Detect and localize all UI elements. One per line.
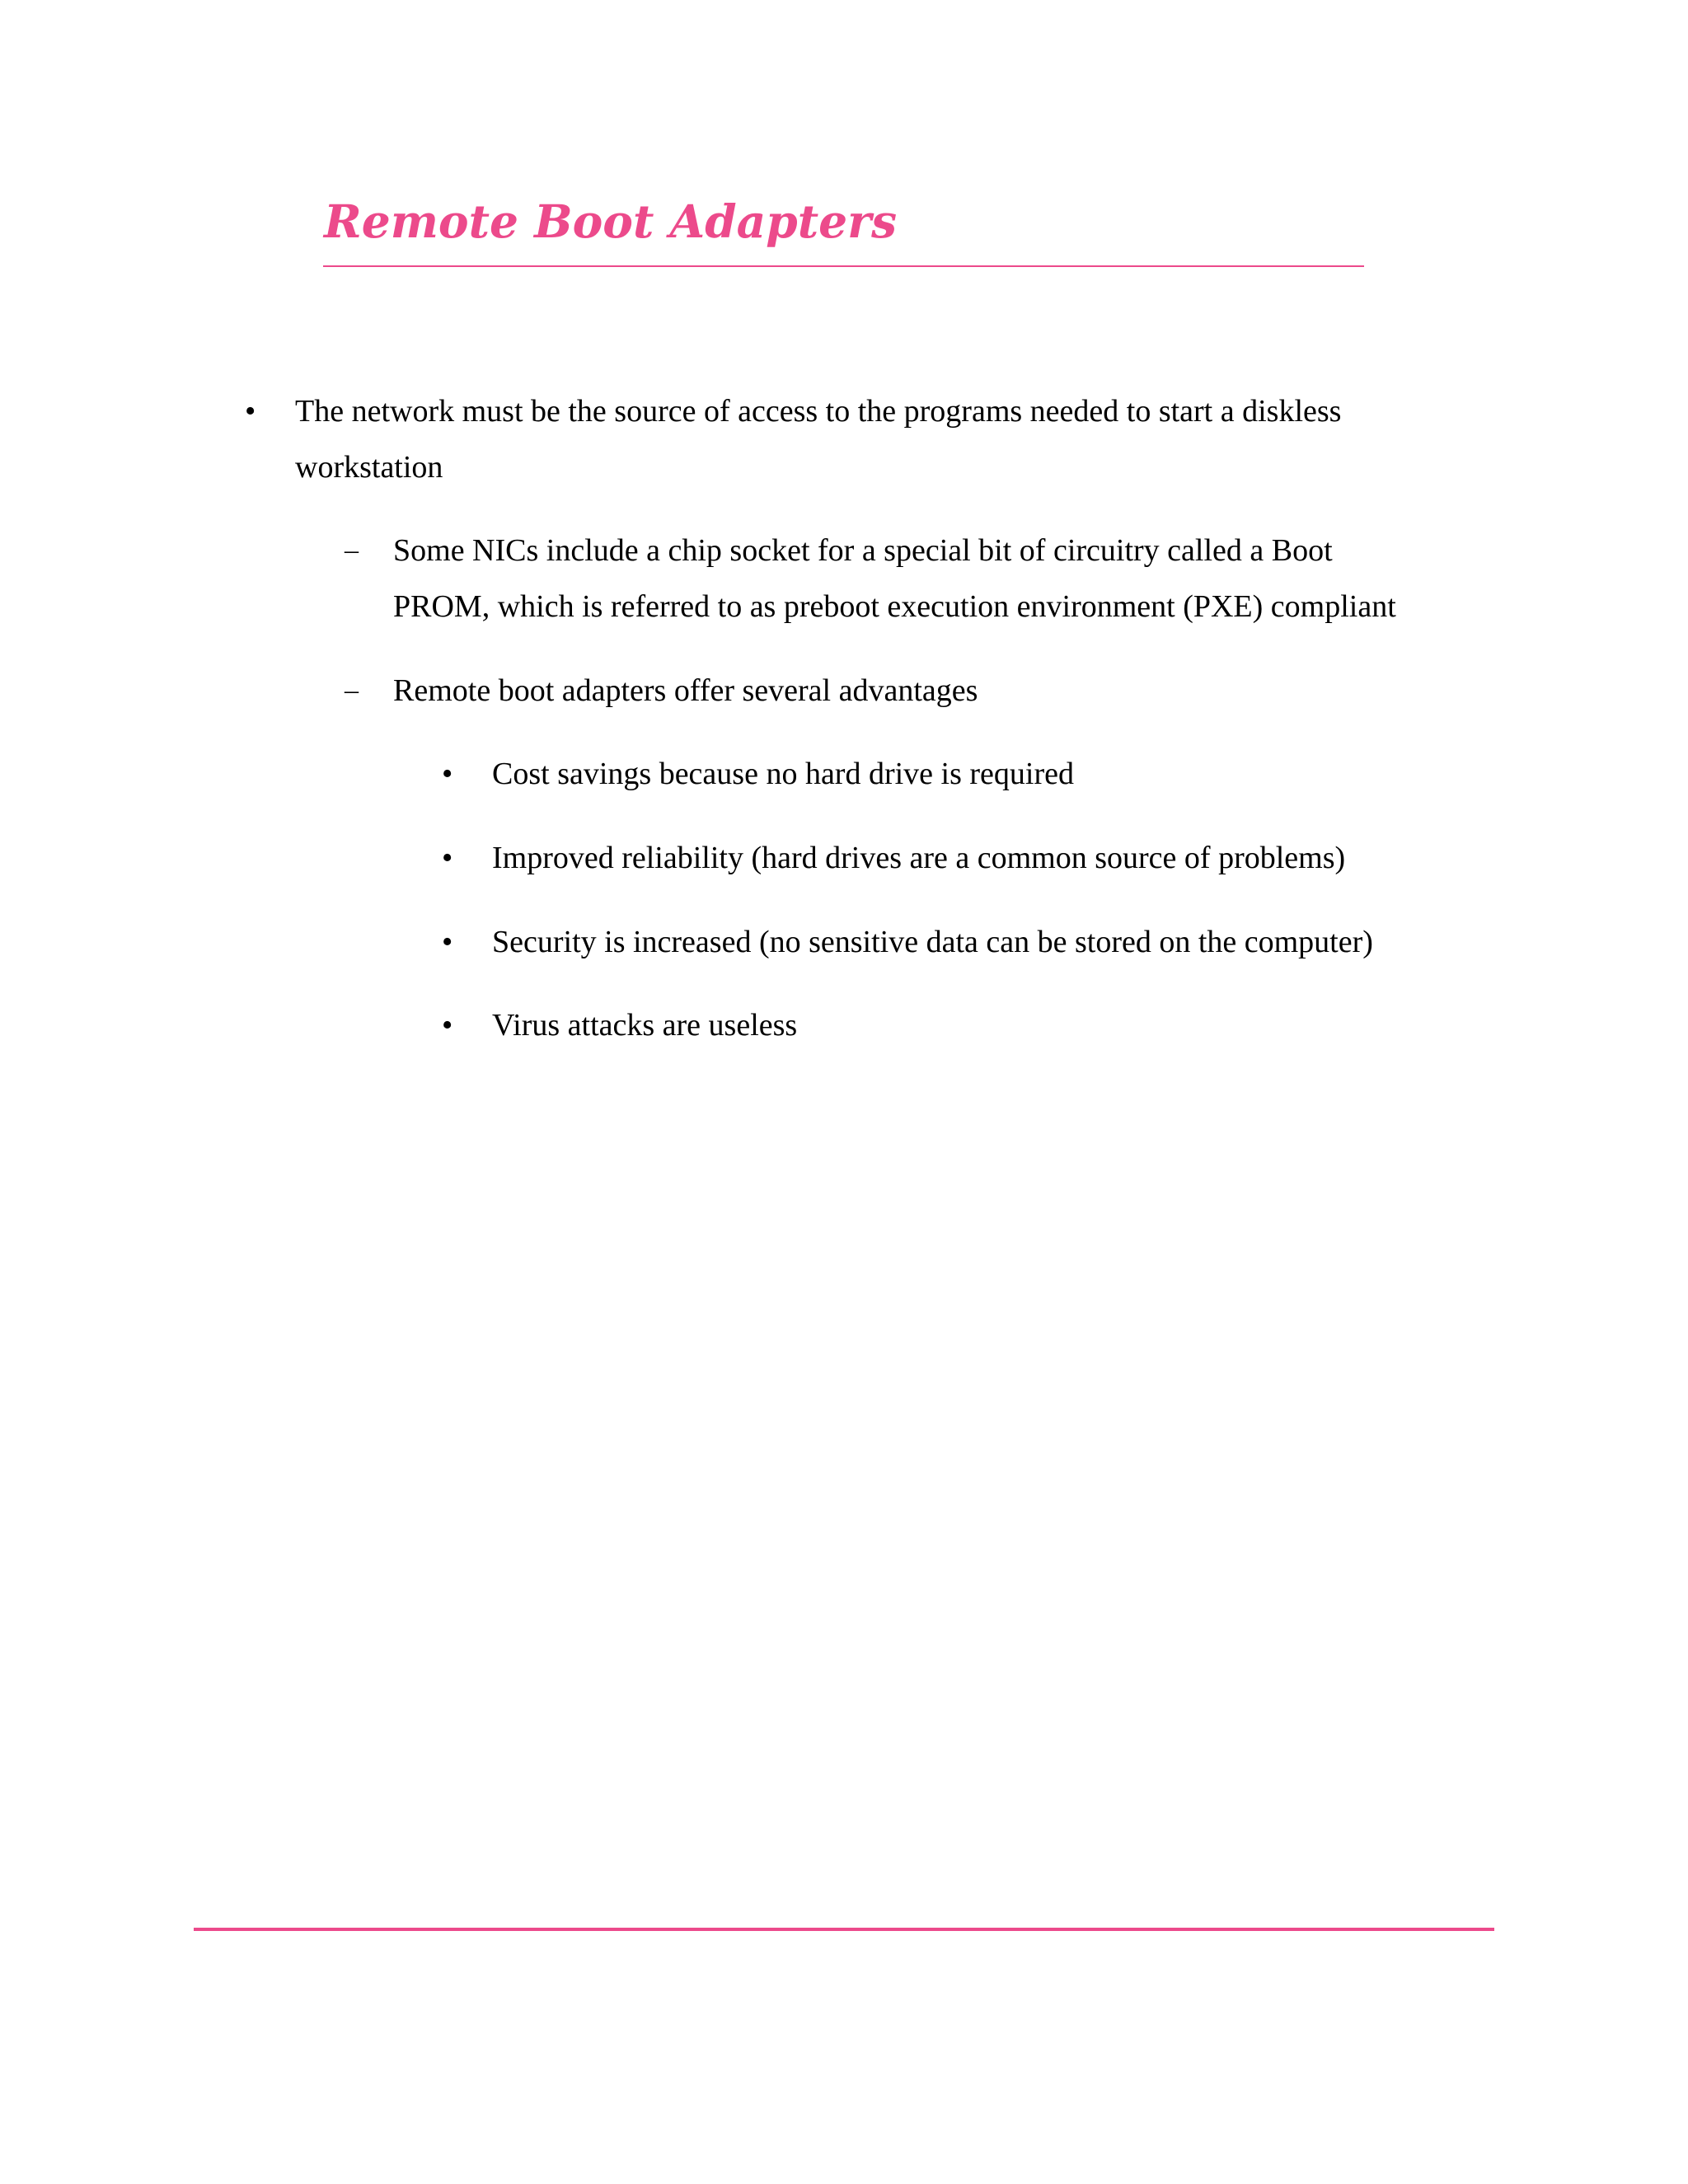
sub-bullet-text-line: PROM, which is referred to as preboot execution environment (PXE) compliant [393,589,1396,624]
footer-rule [194,1928,1494,1931]
bullet-text-line: workstation [295,450,443,485]
page-title: Remote Boot Adapters [324,194,898,248]
advantage-item: Virus attacks are useless [492,1008,798,1043]
advantage-item: Improved reliability (hard drives are a common source of problems) [492,841,1346,875]
advantage-marker: • [442,925,453,959]
advantage-item: Security is increased (no sensitive data can be stored on the computer) [492,925,1373,959]
bullet-text-line: The network must be the source of access to the programs needed to start a diskless [295,394,1342,429]
bullet-marker: • [245,394,256,429]
title-underline [323,265,1364,267]
sub-bullet-marker: – [345,675,359,705]
sub-bullet-marker: – [345,535,359,565]
advantage-marker: • [442,841,453,875]
sub-bullet-text-line: Remote boot adapters offer several advantages [393,673,978,708]
advantage-marker: • [442,757,453,791]
advantage-item: Cost savings because no hard drive is required [492,757,1074,791]
sub-bullet-text-line: Some NICs include a chip socket for a special bit of circuitry called a Boot [393,533,1333,568]
advantage-marker: • [442,1008,453,1043]
